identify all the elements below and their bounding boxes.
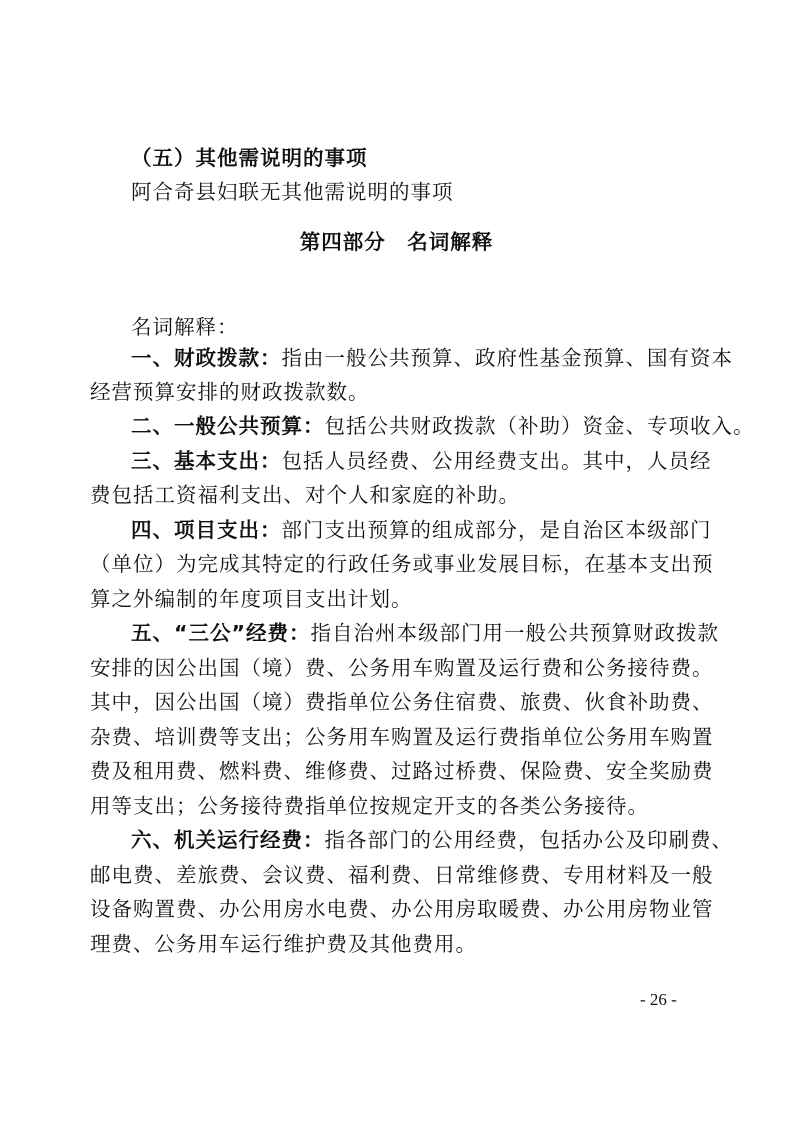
term-label: 三、基本支出： [131,449,282,473]
page-number: - 26 - [640,990,677,1009]
subsection-text: 阿合奇县妇联无其他需说明的事项 [131,180,454,204]
term-text: 杂费、培训费等支出；公务用车购置及运行费指单位公务用车购置 [90,725,714,749]
term-text: 费及租用费、燃料费、维修费、过路过桥费、保险费、安全奖励费 [90,759,714,783]
term-project-expenditure [131,518,710,542]
term-label: 六、机关运行经费： [131,828,325,852]
term-text: 邮电费、差旅费、会议费、福利费、日常维修费、专用材料及一般 [90,863,714,887]
subsection-title: （五）其他需说明的事项 [131,146,368,170]
term-text: 包括人员经费、公用经费支出。其中，人员经 [281,449,712,473]
term-operating-expenses [131,828,733,852]
term-general-public-budget [131,414,755,438]
term-text: 指各部门的公用经费，包括办公及印刷费、 [324,828,733,852]
term-text: 部门支出预算的组成部分，是自治区本级部门 [281,518,712,542]
term-text: 其中，因公出国（境）费指单位公务住宿费、旅费、伙食补助费、 [90,690,714,714]
term-label: 二、一般公共预算： [131,414,325,438]
term-text: 经营预算安排的财政拨款数。 [90,380,370,404]
term-text: 包括公共财政拨款（补助）资金、专项收入。 [324,414,755,438]
term-text: 指由一般公共预算、政府性基金预算、国有资本 [281,346,733,370]
term-label: 五、“三公”经费： [131,621,311,645]
term-text: 安排的因公出国（境）费、公务用车购置及运行费和公务接待费。 [90,656,714,680]
term-text: 指自治州本级部门用一般公共预算财政拨款 [310,621,719,645]
term-financial-appropriation [131,346,733,370]
glossary-heading: 名词解释： [131,315,239,339]
term-text: 用等支出；公务接待费指单位按规定开支的各类公务接待。 [90,794,649,818]
term-text: 算之外编制的年度项目支出计划。 [90,587,413,611]
part-title: 第四部分 名词解释 [299,230,494,254]
term-three-public-expenses [131,621,719,645]
term-label: 四、项目支出： [131,518,282,542]
term-text: 费包括工资福利支出、对个人和家庭的补助。 [90,483,520,507]
term-text: 设备购置费、办公用房水电费、办公用房取暖费、办公用房物业管 [90,897,714,921]
term-label: 一、财政拨款： [131,346,282,370]
term-text: （单位）为完成其特定的行政任务或事业发展目标，在基本支出预 [90,552,714,576]
term-basic-expenditure [131,449,710,473]
term-text: 理费、公务用车运行维护费及其他费用。 [90,932,477,956]
